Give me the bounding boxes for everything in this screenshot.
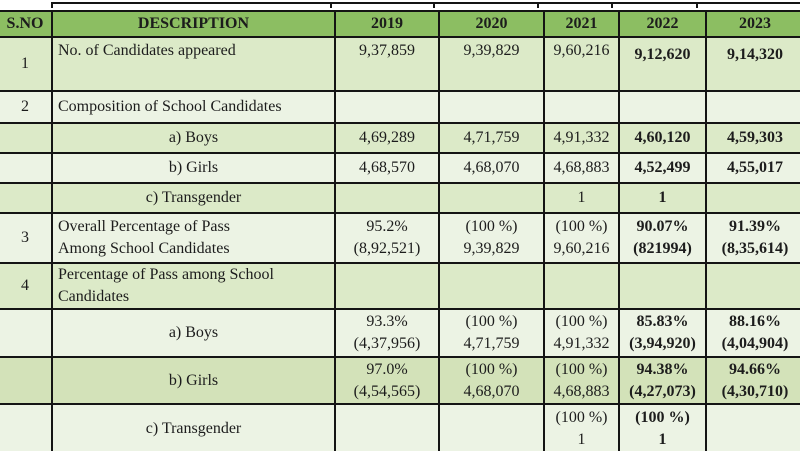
description-cell: c) Transgender [52,183,335,213]
value-cell-2022: 9,12,620 [619,37,706,91]
table-row [0,153,800,183]
sno-cell [0,357,52,404]
col-header-2023: 2023 [706,11,800,37]
sno-cell [0,153,52,183]
value-cell-2023 [706,183,800,213]
sno-cell [0,123,52,153]
value-cell-2021: 4,91,332 [544,123,619,153]
sno-cell: 1 [0,37,52,91]
value-cell-2019 [335,263,439,309]
value-cell-2022: 4,60,120 [619,123,706,153]
value-cell-2023: 94.66% (4,30,710) [706,357,800,404]
value-cell-2019: 9,37,859 [335,37,439,91]
value-cell-2023: 91.39% (8,35,614) [706,213,800,263]
value-cell-2020: 4,71,759 [439,123,544,153]
value-cell-2021: (100 %) 9,60,216 [544,213,619,263]
value-cell-2020: (100 %) 4,71,759 [439,309,544,357]
col-header-2022: 2022 [619,11,706,37]
table-row [0,404,800,451]
cutoff-row-borders [51,2,800,8]
value-cell-2021 [544,91,619,123]
value-cell-2019: 4,68,570 [335,153,439,183]
description-cell: b) Girls [52,153,335,183]
value-cell-2022: 94.38% (4,27,073) [619,357,706,404]
table-top-edge [0,2,800,10]
description-cell: Composition of School Candidates [52,91,335,123]
value-cell-2021: (100 %) 1 [544,404,619,451]
description-cell: c) Transgender [52,404,335,451]
value-cell-2020 [439,91,544,123]
value-cell-2019 [335,404,439,451]
description-cell: Overall Percentage of Pass Among School Candidates [52,213,335,263]
table-row [0,91,800,123]
value-cell-2020 [439,263,544,309]
sno-cell [0,309,52,357]
description-cell: a) Boys [52,309,335,357]
col-header-description: DESCRIPTION [52,11,335,37]
value-cell-2022: 90.07% (821994) [619,213,706,263]
table-row [0,37,800,91]
value-cell-2019: 97.0% (4,54,565) [335,357,439,404]
table-row [0,183,800,213]
table-row [0,263,800,309]
value-cell-2021: (100 %) 4,91,332 [544,309,619,357]
value-cell-2023: 4,55,017 [706,153,800,183]
value-cell-2022 [619,91,706,123]
description-cell: a) Boys [52,123,335,153]
value-cell-2021: (100 %) 4,68,883 [544,357,619,404]
col-header-2019: 2019 [335,11,439,37]
value-cell-2023 [706,263,800,309]
table-row [0,357,800,404]
value-cell-2021: 4,68,883 [544,153,619,183]
header-row [0,11,800,37]
sno-cell: 4 [0,263,52,309]
col-header-2021: 2021 [544,11,619,37]
value-cell-2019: 95.2% (8,92,521) [335,213,439,263]
value-cell-2023: 9,14,320 [706,37,800,91]
value-cell-2022 [619,263,706,309]
value-cell-2019: 4,69,289 [335,123,439,153]
col-header-sno: S.NO [0,11,52,37]
value-cell-2020: (100 %) 4,68,070 [439,357,544,404]
value-cell-2022: 85.83% (3,94,920) [619,309,706,357]
sno-cell: 3 [0,213,52,263]
value-cell-2019 [335,91,439,123]
table-row [0,309,800,357]
candidate-statistics-table [0,10,800,451]
sno-cell [0,183,52,213]
table-row [0,213,800,263]
description-cell: Percentage of Pass among School Candidates [52,263,335,309]
description-cell: No. of Candidates appeared [52,37,335,91]
sno-cell: 2 [0,91,52,123]
value-cell-2020: 9,39,829 [439,37,544,91]
value-cell-2021: 1 [544,183,619,213]
description-cell: b) Girls [52,357,335,404]
value-cell-2021 [544,263,619,309]
value-cell-2020 [439,183,544,213]
value-cell-2020: 4,68,070 [439,153,544,183]
value-cell-2022: 4,52,499 [619,153,706,183]
value-cell-2023 [706,404,800,451]
value-cell-2023: 88.16% (4,04,904) [706,309,800,357]
value-cell-2019 [335,183,439,213]
value-cell-2019: 93.3% (4,37,956) [335,309,439,357]
value-cell-2021: 9,60,216 [544,37,619,91]
value-cell-2023: 4,59,303 [706,123,800,153]
col-header-2020: 2020 [439,11,544,37]
value-cell-2023 [706,91,800,123]
table-body [0,37,800,451]
table-row [0,123,800,153]
value-cell-2020: (100 %) 9,39,829 [439,213,544,263]
sno-cell [0,404,52,451]
value-cell-2022: (100 %) 1 [619,404,706,451]
value-cell-2022: 1 [619,183,706,213]
value-cell-2020 [439,404,544,451]
